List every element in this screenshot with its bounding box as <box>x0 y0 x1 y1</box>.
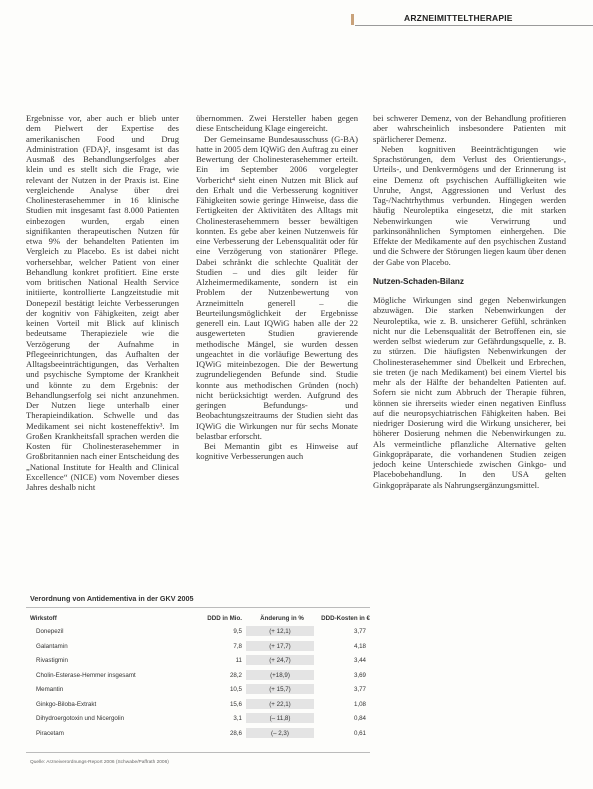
cost-cell: 0,84 <box>353 715 366 722</box>
cost-cell: 4,18 <box>353 642 366 650</box>
text-column-3 <box>373 113 566 490</box>
section-subheading: Nutzen-Schaden-Bilanz <box>373 276 464 286</box>
change-cell: (+ 22,1) <box>269 700 291 708</box>
wirkstoff-cell: Cholin-Esterase-Hemmer insgesamt <box>36 671 136 679</box>
table-row <box>26 626 370 637</box>
ddd-cell: 15,6 <box>229 700 242 708</box>
change-cell: (+ 12,1) <box>269 628 291 635</box>
table-header-change: Änderung in % <box>260 615 304 622</box>
wirkstoff-cell: Galantamin <box>36 642 68 650</box>
ddd-cell: 9,5 <box>233 628 242 635</box>
paragraph: Ergebnisse vor, aber auch er blieb unter dem Pielwert der Expertise des amerikanischen Food und Drug Administration (FDA)², insgesamt ist das Ausmaß des Behandlungserfolges aber klein und es stellt sich die Frage, wie relevant der Nutzen in der Praxis ist. Eine vergleichende Analyse über drei Cholinesterasehemmer in 16 klinische Studien mit insgesamt fast 8.000 Patienten einbezogen wurden, ergab einen signifikanten therapeutischen Nutzen für etwa 9% der behandelten Patienten im Vergleich zu Placebo. Es ist dabei nicht vorhersehbar, welcher Patient von einer Behandlung konkret profitiert. Eine erste vom britischen National Health Service initiierte, kontrollierte Langzeitstudie mit Donepezil bestätigt leichte Verbesserungen der kognitiv von Fähigkeiten, zeigt aber keinen Vorteil mit Blick auf klinisch bedeutsame Therapieziele wie die Verzögerung der Aufnahme in Pflegeeinrichtungen, das Aufhalten der Alltagsbeeinträchtigungen, das Verhalten und psychische Symptome der Krankheit und könnte zu dem Ergebnis: der Behandlungserfolg sei nicht anzunehmen. Der Nutzen liege unterhalb einer Therapieindikation. Schwelle und das Medikament sei nicht kosteneffektiv³. Im Großen Krankheitsfall sprachen werden die Kosten für Cholinesterasehemmer in Großbritannien nach einer Entscheidung des „National Institute for Health and Clinical Excellence“ (NICE) vom November dieses Jahres deshalb nicht <box>26 113 179 492</box>
ddd-cell: 7,8 <box>233 642 242 650</box>
table-row <box>26 713 370 724</box>
paragraph: Neben kognitiven Beeinträchtigungen wie Sprachstörungen, dem Verlust des Orientierungs-, Urteils-, und Denkvermögens und der Erinnerung ist eine Demenz oft psychischen Auffälligkeiten wie Unruhe, Angst, Aggressionen und Verlust des Tag-/Nachtrhythmus verbunden. Hingegen werden häufig Neuroleptika eingesetzt, die mit starken Nebenwirkungen wie Verwirrung und parkinsonähnlichen Symptomen einhergehen. Die Effekte der Medikamente auf den psychischen Zustand und die Schwere der Störungen liegen kaum über denen der Gabe von Placebo. <box>373 143 566 267</box>
table-header-ddd: DDD in Mio. <box>207 615 242 622</box>
table-row <box>26 641 370 652</box>
ddd-cell: 3,1 <box>233 715 242 722</box>
ddd-cell: 28,6 <box>229 729 242 737</box>
paragraph: bei schwerer Demenz, von der Behandlung profitieren aber wahrscheinlich insbesondere Patienten mit spärlicherer Demenz. <box>373 113 566 144</box>
change-cell: (– 11,8) <box>269 715 291 722</box>
cost-cell: 0,61 <box>353 729 366 737</box>
ddd-cell: 11 <box>235 657 242 664</box>
table-row <box>26 684 370 695</box>
table-top-rule <box>26 607 370 608</box>
table-header-name: Wirkstoff <box>30 615 57 622</box>
cost-cell: 1,08 <box>353 700 366 708</box>
text-column-2 <box>196 113 358 462</box>
table-row <box>26 699 370 710</box>
table-row <box>26 670 370 681</box>
wirkstoff-cell: Ginkgo-Biloba-Extrakt <box>36 700 97 708</box>
paragraph: Bei Memantin gibt es Hinweise auf kognitive Verbesserungen auch <box>196 441 358 462</box>
table-bottom-rule <box>26 752 370 753</box>
table-title: Verordnung von Antidementiva in der GKV 2005 <box>30 594 194 603</box>
table-header-cost: DDD-Kosten in € <box>321 615 370 622</box>
change-cell: (+ 17,7) <box>269 642 291 650</box>
wirkstoff-cell: Donepezil <box>36 628 64 635</box>
wirkstoff-cell: Piracetam <box>36 729 64 737</box>
paragraph: Mögliche Wirkungen sind gegen Nebenwirkungen abzuwägen. Die starken Nebenwirkungen der Neuroleptika, wie z. B. unsicherer Gefühl, schränken nicht nur die Lebensqualität der Betroffenen ein, sie werden selbst wiederum zur Gefährdungsquelle, z. B. zu stürzen. Die häufigsten Nebenwirkungen der Cholinesterasehemmer sind Übelkeit und Erbrechen, sie treten (je nach Medikament) bei einem Viertel bis mehr als der Hälfte der behandelten Patienten auf. Sofern sie nicht zum Abbruch der Therapie führen, können sie ihrerseits wieder einen negativen Einfluss auf die neuropsychiatrischen Fähigkeiten haben. Bei niedriger Dosierung wird die Wirkung unsicherer, bei höherer Dosierung nehmen die Nebenwirkungen zu. Als vermeintliche pflanzliche Alternative gelten Ginkgopräparate, die vorhandenen Studien zeigen jedoch keine Unterschiede zwischen Ginkgo- und Placebobehandlung. In den USA gelten Ginkgopräparate als Nahrungsergänzungsmittel. <box>373 295 566 490</box>
ddd-cell: 28,2 <box>229 671 242 679</box>
section-title: ARZNEIMITTELTHERAPIE <box>404 13 513 23</box>
change-cell: (+ 24,7) <box>269 657 291 664</box>
header-mark <box>351 14 354 25</box>
change-cell: (+18,9) <box>270 671 290 679</box>
paragraph: Der Gemeinsame Bundesausschuss (G-BA) hatte in 2005 dem IQWiG den Auftrag zu einer Bewertung der Cholinesterasehemmer erteilt. Ein im September 2006 vorgelegter Vorbericht⁴ sieht einen Nutzen mit Blick auf den Erhalt und die Verbesserung kognitiver Fähigkeiten sowie geringe Hinweise, dass die Fertigkeiten der Aktivitäten des Alltags mit Cholinesterasehemmern besser bewältigen konnten. Es gebe aber keinen Nutzenweis für eine Verbesserung der Lebensqualität oder für eine Verzögerung von stationärer Pflege. Dabei schränkt die schlechte Qualität der Studien – und dies gilt leider für Alzheimermedikamente, sondern ist ein Problem der Nutzenbewertung von Arzneimitteln generell – die Beurteilungsmöglichkeit der Ergebnisse generell ein. Laut IQWiG haben alle der 22 ausgewerteten Studien gravierende methodische Mängel, sie wurden dessen ungeachtet in die vorläufige Bewertung des IQWiG miteinbezogen. Die der Bewertung zugrundeliegenden Befunde sind. Studie konnte aus methodischen Gründen (noch) nicht berücksichtigt werden. Aufgrund des geringen Befundungs- und Beobachtungszeitraums der Studien sieht das IQWiG die Wirkungen nur für sechs Monate belastbar erforscht. <box>196 133 358 441</box>
table-row <box>26 728 370 739</box>
header-rule <box>355 25 593 26</box>
cost-cell: 3,77 <box>353 686 366 693</box>
ddd-cell: 10,5 <box>229 686 242 693</box>
table-source-note: Quelle: Arzneiverordnungs-Report 2006 (Schwabe/Paffrath 2006) <box>30 760 169 765</box>
cost-cell: 3,69 <box>353 671 366 679</box>
change-cell: (+ 15,7) <box>269 686 291 693</box>
cost-cell: 3,77 <box>353 628 366 635</box>
wirkstoff-cell: Memantin <box>36 686 64 693</box>
change-cell: (– 2,3) <box>271 729 289 737</box>
text-column-1 <box>26 113 179 492</box>
table-row <box>26 655 370 666</box>
wirkstoff-cell: Dihydroergotoxin und Nicergolin <box>36 715 125 722</box>
wirkstoff-cell: Rivastigmin <box>36 657 68 664</box>
cost-cell: 3,44 <box>353 657 366 664</box>
paragraph: übernommen. Zwei Hersteller haben gegen diese Entscheidung Klage eingereicht. <box>196 113 358 134</box>
